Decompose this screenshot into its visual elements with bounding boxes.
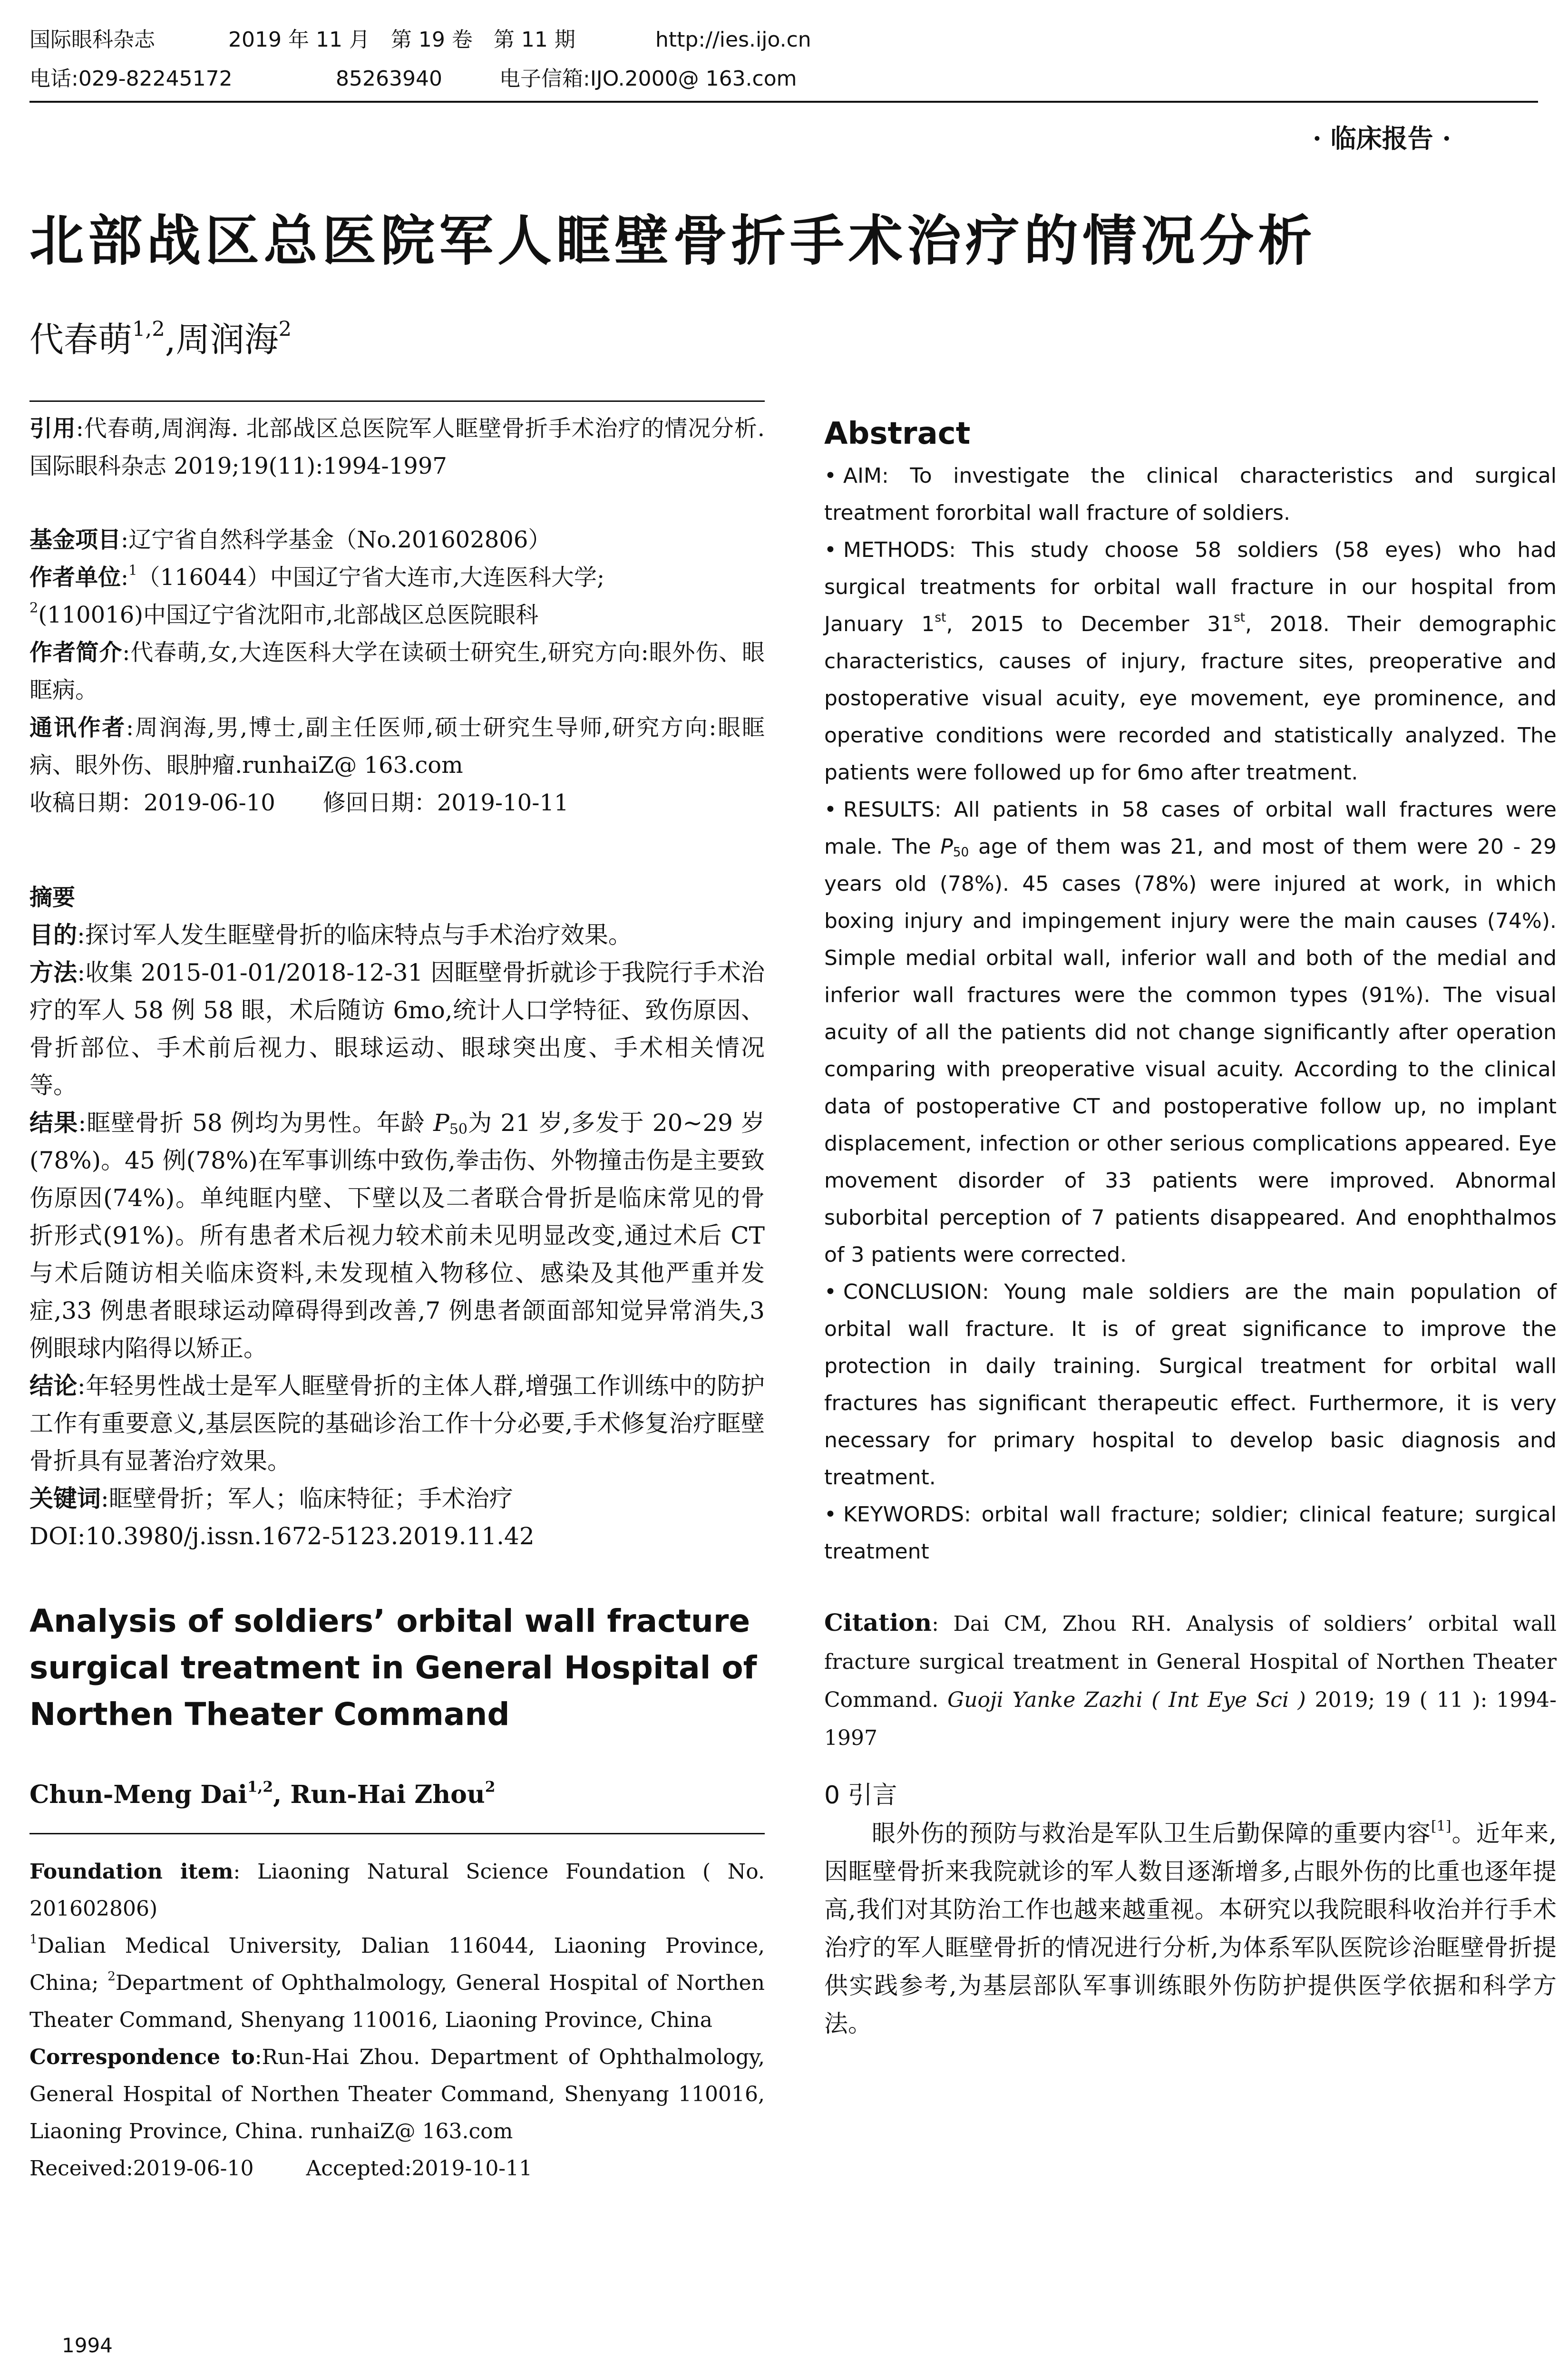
- methods-en-text-1: This study choose 58 soldiers (58 eyes) who had surgical treatments for orbital wall fracture in our hospital from January 1: [824, 538, 1557, 636]
- issue-info: 2019 年 11 月 第 19 卷 第 11 期: [228, 28, 575, 52]
- abstract-en-heading: Abstract: [824, 416, 971, 451]
- received-date: 收稿日期：2019-06-10: [29, 789, 275, 816]
- correspondence-en-text: Run-Hai Zhou. Department of Ophthalmology, General Hospital of Northen Theater Command, Shenyang 110016, Liaoning Province, China. runhaiZ@ 163.com: [29, 2045, 765, 2143]
- methods-en-label: METHODS: [843, 538, 949, 562]
- objective-text: 探讨军人发生眶壁骨折的临床特点与手术治疗效果。: [85, 921, 632, 949]
- left-column: [29, 410, 765, 2187]
- doi[interactable]: DOI:10.3980/j.issn.1672-5123.2019.11.42: [29, 1522, 535, 1550]
- author-1: 代春萌: [29, 320, 133, 360]
- fund-label: 基金项目: [29, 526, 121, 553]
- citation-cn: 引用:代春萌,周润海. 北部战区总医院军人眶壁骨折手术治疗的情况分析.国际眼科杂志 2019;19(11):1994-1997: [29, 415, 765, 479]
- article-title: 北部战区总医院军人眶壁骨折手术治疗的情况分析: [29, 209, 1317, 273]
- journal-url[interactable]: http://ies.ijo.cn: [655, 28, 811, 52]
- results-en-text-1: All patients in 58 cases of orbital wall fractures were male. The: [824, 798, 1557, 859]
- results-en-p-sub: 50: [953, 845, 969, 860]
- affiliations-en: [29, 1928, 765, 2039]
- intro-text-2: 。近年来,因眶壁骨折来我院就诊的军人数目逐渐增多,占眼外伤的比重也逐年提高,我们对其防治工作也越来越重视。本研究以我院眼科收治并行手术治疗的军人眶壁骨折的情况进行分析,为体系军队医院诊治眶壁骨折提供实践参考,为基层部队军事训练眼外伤防护提供医学依据和科学方法。: [824, 1820, 1557, 2037]
- citation-en: Citation: Dai CM, Zhou RH. Analysis of soldiers’ orbital wall fracture surgical treatment in General Hospital of Northen Theater Command. Guoji Yanke Zazhi ( Int Eye Sci ) 2019; 19 ( 11 ): 1994-1997: [824, 1608, 1557, 1750]
- english-title: Analysis of soldiers’ orbital wall fracture surgical treatment in General Hospital of Northen Theater Command: [29, 1603, 757, 1733]
- journal-name: 国际眼科杂志: [29, 28, 155, 52]
- results-label: 结果: [29, 1109, 78, 1137]
- authors-en: [29, 1776, 765, 1814]
- accepted-en: Accepted:2019-10-11: [306, 2156, 533, 2181]
- results-cn: 结果:眶壁骨折 58 例均为男性。年龄 $P_{50}$为 21 岁,多发于 20~29 岁(78%)。45 例(78%)在军事训练中致伤,拳击伤、外物撞击伤是主要致伤原因(74%)。单纯眶内壁、下壁以及二者联合骨折是临床常见的骨折形式(91%)。所有患者术后视力较术前未见明显改变,通过术后 CT 与术后随访相关临床资料,未发现植入物移位、感染及其他严重并发症,33 例患者眼球运动障碍得到改善,7 例患者颌面部知觉异常消失,3 例眼球内陷得以矫正。: [29, 1109, 765, 1362]
- aim-text: To investigate the clinical characteristics and surgical treatment fororbital wall fracture of soldiers.: [824, 464, 1557, 525]
- affil-2-text: Department of Ophthalmology, General Hospital of Northen Theater Command, Shenyang 110016, Liaoning Province, China: [29, 1971, 765, 2032]
- keywords-text: 眶壁骨折；军人；临床特征；手术治疗: [108, 1485, 513, 1512]
- keywords-en-text: orbital wall fracture; soldier; clinical feature; surgical treatment: [824, 1502, 1557, 1564]
- author-bio: 作者简介:代春萌,女,大连医科大学在读硕士研究生,研究方向:眼外伤、眼眶病。: [29, 639, 765, 703]
- abstract-aim: • AIM: To investigate the clinical characteristics and surgical treatment fororbital wall fracture of soldiers.: [824, 464, 1557, 525]
- author-1-affil: 1,2: [132, 317, 165, 341]
- results-en-p-symbol: P: [940, 835, 953, 859]
- conclusion-en-text: Young male soldiers are the main population of orbital wall fracture. It is of great significance to improve the protection in daily training. Surgical treatment for orbital wall fractures has significant therapeutic effect. Furthermore, it is very necessary for primary hospital to develop basic diagnosis and treatment.: [824, 1280, 1557, 1490]
- author-units: 作者单位:$^1$（116044）中国辽宁省大连市,大连医科大学; $^2$(110016)中国辽宁省沈阳市,北部战区总医院眼科: [29, 562, 605, 628]
- affil-2-marker: 2: [107, 1969, 116, 1984]
- citation-en-journal: Guoji Yanke Zazhi ( Int Eye Sci ): [947, 1688, 1306, 1712]
- section-label: · 临床报告 ·: [1313, 123, 1451, 154]
- abstract-keywords: • KEYWORDS: orbital wall fracture; soldier; clinical feature; surgical treatment: [824, 1502, 1557, 1564]
- units-text-1: （116044）中国辽宁省大连市,大连医科大学;: [137, 564, 605, 591]
- conclusion-label: 结论: [29, 1372, 78, 1400]
- methods-en-text-3: , 2018. Their demographic characteristics, causes of injury, fracture sites, preoperative and postoperative visual acuity, eye movement, eye prominence, and operative conditions were recorded and statistically analyzed. The patients were followed up for 6mo after treatment.: [824, 612, 1557, 785]
- results-text-2: 为 21 岁,多发于 20~29 岁(78%)。45 例(78%)在军事训练中致伤,拳击伤、外物撞击伤是主要致伤原因(74%)。单纯眶内壁、下壁以及二者联合骨折是临床常见的骨折形式(91%)。所有患者术后视力较术前未见明显改变,通过术后 CT 与术后随访相关临床资料,未发现植入物移位、感染及其他严重并发症,33 例患者眼球运动障碍得到改善,7 例患者颌面部知觉异常消失,3 例眼球内陷得以矫正。: [29, 1109, 765, 1362]
- objective-cn: 目的:探讨军人发生眶壁骨折的临床特点与手术治疗效果。: [29, 921, 632, 949]
- english-info-rule: [29, 1833, 765, 1834]
- citation-cn-text: 代春萌,周润海. 北部战区总医院军人眶壁骨折手术治疗的情况分析.国际眼科杂志 2019;19(11):1994-1997: [29, 415, 765, 479]
- abstract-conclusion: • CONCLUSION: Young male soldiers are the main population of orbital wall fracture. It is of great significance to improve the protection in daily training. Surgical treatment for orbital wall fractures has significant therapeutic effect. Furthermore, it is very necessary for primary hospital to develop basic diagnosis and treatment.: [824, 1280, 1557, 1490]
- fund-text: 辽宁省自然科学基金（No.201602806）: [128, 526, 551, 553]
- keywords-en-label: KEYWORDS: [843, 1502, 964, 1527]
- bio-text: 代春萌,女,大连医科大学在读硕士研究生,研究方向:眼外伤、眼眶病。: [29, 639, 765, 703]
- objective-label: 目的: [29, 921, 77, 949]
- corr-label: 通讯作者: [29, 714, 126, 741]
- affil-1-text: Dalian Medical University, Dalian 116044, Liaoning Province, China;: [29, 1934, 765, 1995]
- abstract-results: • RESULTS: All patients in 58 cases of orbital wall fractures were male. The $P_{50}$ age of them was 21, and most of them were 20 - 29 years old (78%). 45 cases (78%) were injured at work, in which boxing injury and impingement injury were the main causes (74%). Simple medial orbital wall, inferior wall and both of the medial and inferior wall fractures were the common types (91%). The visual acuity of all the patients did not change significantly after operation comparing with preoperative visual acuity. According to the clinical data of postoperative CT and postoperative follow up, no implant displacement, infection or other serious complications appeared. Eye movement disorder of 33 patients were improved. Abnormal suborbital perception of 7 patients disappeared. And enophthalmos of 3 patients were corrected.: [824, 798, 1557, 1267]
- bio-label: 作者简介: [29, 639, 123, 666]
- title-rule: [29, 400, 765, 402]
- citation-cn-label: 引用: [29, 415, 76, 442]
- methods-text: 收集 2015-01-01/2018-12-31 因眶壁骨折就诊于我院行手术治疗的军人 58 例 58 眼，术后随访 6mo,统计人口学特征、致伤原因、骨折部位、手术前后视力、眼球运动、眼球突出度、手术相关情况等。: [29, 959, 765, 1099]
- conclusion-cn: 结论:年轻男性战士是军人眶壁骨折的主体人群,增强工作训练中的防护工作有重要意义,基层医院的基础诊治工作十分必要,手术修复治疗眶壁骨折具有显著治疗效果。: [29, 1372, 765, 1475]
- author-2-affil: 2: [278, 317, 292, 341]
- conclusion-en-label: CONCLUSION: [843, 1280, 982, 1304]
- article-dates: [29, 784, 765, 822]
- foundation-en: Foundation item: Liaoning Natural Science Foundation ( No. 201602806): [29, 1860, 765, 1921]
- phone-number: 电话:029-82245172: [29, 67, 233, 91]
- results-p-sub: 50: [449, 1121, 467, 1138]
- author-en-1-affil: 1,2: [247, 1778, 273, 1796]
- author-2: 周润海: [175, 320, 279, 360]
- citation-en-text-1: Dai CM, Zhou RH. Analysis of soldiers’ orbital wall fracture surgical treatment in General Hospital of Northen Theater Command.: [824, 1612, 1557, 1712]
- dates-en: [29, 2150, 765, 2187]
- keywords-cn: 关键词:眶壁骨折；军人；临床特征；手术治疗: [29, 1485, 513, 1512]
- foundation-en-text: Liaoning Natural Science Foundation ( No. 201602806): [29, 1860, 765, 1921]
- units-label: 作者单位: [29, 564, 121, 591]
- keywords-label: 关键词: [29, 1485, 101, 1512]
- received-en: Received:2019-06-10: [29, 2156, 254, 2181]
- units-text-2: (110016)中国辽宁省沈阳市,北部战区总医院眼科: [38, 602, 539, 628]
- fund-item: 基金项目:辽宁省自然科学基金（No.201602806）: [29, 526, 551, 553]
- author-en-1: Chun-Meng Dai: [29, 1780, 247, 1809]
- intro-ref[interactable]: [1]: [1431, 1818, 1451, 1835]
- abstract-methods: • METHODS: This study choose 58 soldiers (58 eyes) who had surgical treatments for orbital wall fracture in our hospital from January 1st, 2015 to December 31st, 2018. Their demographic characteristics, causes of injury, fracture sites, preoperative and postoperative visual acuity, eye movement, eye prominence, and operative conditions were recorded and statistically analyzed. The patients were followed up for 6mo after treatment.: [824, 538, 1557, 785]
- citation-en-label: Citation: [824, 1608, 932, 1637]
- methods-label: 方法: [29, 959, 78, 986]
- author-separator: ,: [165, 320, 176, 360]
- author-en-separator: ,: [273, 1780, 291, 1809]
- phone-number-2: 85263940: [336, 67, 442, 91]
- methods-cn: 方法:收集 2015-01-01/2018-12-31 因眶壁骨折就诊于我院行手术治疗的军人 58 例 58 眼，术后随访 6mo,统计人口学特征、致伤原因、骨折部位、手术前后视力、眼球运动、眼球突出度、手术相关情况等。: [29, 959, 765, 1099]
- intro-paragraph: [824, 1814, 1557, 2043]
- page-number: 1994: [62, 2334, 113, 2357]
- results-en-label: RESULTS: [843, 798, 935, 822]
- conclusion-text: 年轻男性战士是军人眶壁骨折的主体人群,增强工作训练中的防护工作有重要意义,基层医院的基础诊治工作十分必要,手术修复治疗眶壁骨折具有显著治疗效果。: [29, 1372, 765, 1475]
- correspondence-en: Correspondence to:Run-Hai Zhou. Department of Ophthalmology, General Hospital of Northen Theater Command, Shenyang 110016, Liaoning Province, China. runhaiZ@ 163.com: [29, 2045, 765, 2143]
- methods-en-sup-2: st: [1234, 610, 1246, 625]
- authors-cn: [29, 316, 292, 363]
- right-column: [824, 410, 1557, 2043]
- author-en-2: Run-Hai Zhou: [290, 1780, 485, 1809]
- methods-en-sup-1: st: [935, 610, 946, 625]
- corresponding-author: 通讯作者:周润海,男,博士,副主任医师,硕士研究生导师,研究方向:眼眶病、眼外伤、眼肿瘤.runhaiZ@ 163.com: [29, 714, 765, 779]
- foundation-en-label: Foundation item: [29, 1860, 234, 1884]
- corr-text: 周润海,男,博士,副主任医师,硕士研究生导师,研究方向:眼眶病、眼外伤、眼肿瘤.runhaiZ@ 163.com: [29, 714, 765, 779]
- header-rule: [29, 101, 1538, 103]
- intro-heading: 0 引言: [824, 1781, 897, 1810]
- intro-text-1: 眼外伤的预防与救治是军队卫生后勤保障的重要内容: [872, 1820, 1431, 1847]
- results-text-1: 眶壁骨折 58 例均为男性。年龄: [86, 1109, 434, 1137]
- correspondence-en-label: Correspondence to: [29, 2045, 255, 2069]
- revised-date: 修回日期：2019-10-11: [322, 789, 569, 816]
- aim-label: AIM: [843, 464, 882, 488]
- abstract-cn-heading: 摘要: [29, 884, 76, 911]
- results-en-text-2: age of them was 21, and most of them were 20 - 29 years old (78%). 45 cases (78%) were injured at work, in which boxing injury and impingement injury were the main causes (74%). Simple medial orbital wall, inferior wall and both of the medial and inferior wall fractures were the common types (91%). The visual acuity of all the patients did not change significantly after operation comparing with preoperative visual acuity. According to the clinical data of postoperative CT and postoperative follow up, no implant displacement, infection or other serious complications appeared. Eye movement disorder of 33 patients were improved. Abnormal suborbital perception of 7 patients disappeared. And enophthalmos of 3 patients were corrected.: [824, 835, 1557, 1267]
- citation-en-text-2: 2019; 19 ( 11 ): 1994-1997: [824, 1688, 1557, 1750]
- results-p-symbol: P: [433, 1109, 449, 1137]
- affil-1-marker: 1: [29, 1932, 38, 1947]
- journal-email[interactable]: 电子信箱:IJO.2000@ 163.com: [499, 67, 797, 91]
- methods-en-text-2: , 2015 to December 31: [946, 612, 1234, 636]
- author-en-2-affil: 2: [485, 1778, 496, 1796]
